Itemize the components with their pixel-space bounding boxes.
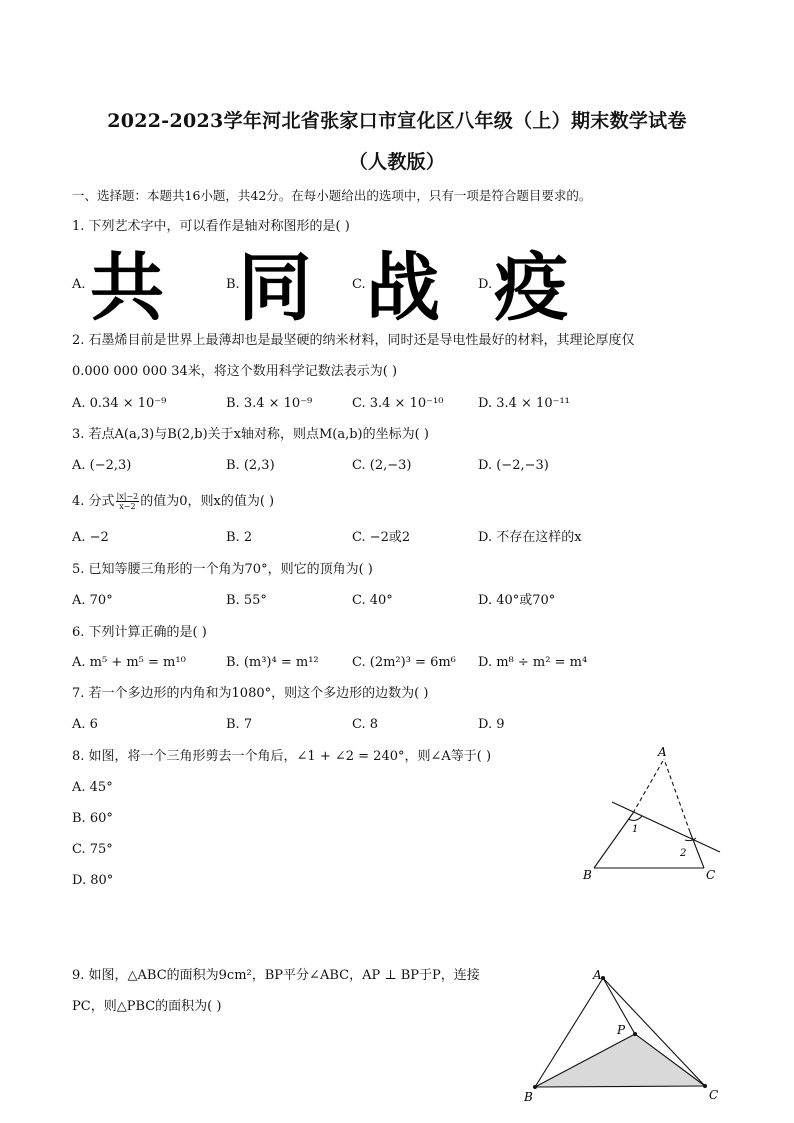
q8-label-c: C bbox=[706, 868, 716, 882]
q7-option-a: A. 6 bbox=[72, 717, 98, 732]
q7-option-b: B. 7 bbox=[226, 717, 253, 732]
q8-option-b: B. 60° bbox=[72, 811, 113, 826]
q4-option-a: A. −2 bbox=[72, 530, 109, 545]
question-1-stem: 1. 下列艺术字中，可以看作是轴对称图形的是( ) bbox=[72, 219, 350, 234]
page-title-line2: （人教版） bbox=[348, 151, 446, 173]
q8-dashed-ac bbox=[664, 759, 690, 832]
q8-option-d: D. 80° bbox=[72, 873, 114, 888]
q9-triangle-figure bbox=[515, 962, 755, 1112]
q6-option-a: A. m⁵ + m⁵ = m¹⁰ bbox=[72, 655, 186, 670]
q9-point-c bbox=[703, 1084, 707, 1088]
question-9-stem-line1: 9. 如图，△ABC的面积为9cm²，BP平分∠ABC，AP ⊥ BP于P，连接 bbox=[72, 968, 480, 983]
q9-label-a: A bbox=[593, 968, 602, 982]
q8-label-b: B bbox=[583, 868, 592, 882]
q8-label-a: A bbox=[658, 745, 667, 759]
q4-fraction-numerator: |x|−2 bbox=[116, 492, 139, 501]
q4-option-b: B. 2 bbox=[226, 530, 253, 545]
q4-stem-suffix: 的值为0，则x的值为( ) bbox=[140, 494, 275, 509]
question-4-stem bbox=[72, 492, 274, 511]
q8-triangle-figure bbox=[570, 745, 730, 885]
q8-option-a: A. 45° bbox=[72, 780, 113, 795]
q1-label-b: B. bbox=[226, 277, 240, 292]
q9-label-p: P bbox=[617, 1023, 626, 1037]
q9-point-b bbox=[533, 1085, 537, 1089]
q6-option-c: C. (2m²)³ = 6m⁶ bbox=[352, 655, 456, 670]
q2-option-c: C. 3.4 × 10⁻¹⁰ bbox=[352, 396, 444, 411]
q4-fraction bbox=[116, 492, 140, 511]
q8-side-c-cut bbox=[690, 832, 704, 868]
question-3-stem: 3. 若点A(a,3)与B(2,b)关于x轴对称，则点M(a,b)的坐标为( ) bbox=[72, 427, 429, 442]
q5-option-b: B. 55° bbox=[226, 593, 267, 608]
q7-option-d: D. 9 bbox=[478, 717, 505, 732]
q1-label-d: D. bbox=[478, 277, 493, 292]
q8-side-b-cut bbox=[594, 813, 633, 868]
q2-option-b: B. 3.4 × 10⁻⁹ bbox=[226, 396, 313, 411]
q2-option-a: A. 0.34 × 10⁻⁹ bbox=[72, 396, 167, 411]
q5-option-d: D. 40°或70° bbox=[478, 593, 556, 608]
q1-art-char-a: 共 bbox=[90, 245, 164, 331]
q1-label-c: C. bbox=[352, 277, 366, 292]
q2-option-d: D. 3.4 × 10⁻¹¹ bbox=[478, 396, 570, 411]
q3-option-c: C. (2,−3) bbox=[352, 458, 412, 473]
section-heading: 一、选择题：本题共16小题，共42分。在每小题给出的选项中，只有一项是符合题目要求的。 bbox=[72, 188, 592, 203]
q8-cut-line bbox=[612, 802, 720, 852]
q9-label-c: C bbox=[709, 1088, 719, 1102]
question-6-stem: 6. 下列计算正确的是( ) bbox=[72, 625, 207, 640]
q4-stem-prefix: 4. 分式 bbox=[72, 494, 115, 509]
q4-fraction-denominator: x−2 bbox=[119, 502, 136, 511]
q8-label-1: 1 bbox=[632, 824, 639, 835]
question-8-stem: 8. 如图，将一个三角形剪去一个角后，∠1 + ∠2 = 240°，则∠A等于( ) bbox=[72, 749, 492, 764]
page-title-line1: 2022-2023学年河北省张家口市宣化区八年级（上）期末数学试卷 bbox=[107, 110, 687, 132]
q1-art-char-d: 疫 bbox=[494, 245, 568, 331]
q1-art-char-b: 同 bbox=[238, 245, 312, 331]
q8-dashed-ab bbox=[633, 759, 664, 813]
q6-option-d: D. m⁸ ÷ m² = m⁴ bbox=[478, 655, 588, 670]
q9-label-b: B bbox=[524, 1090, 533, 1104]
q1-art-char-c: 战 bbox=[366, 245, 440, 331]
q1-label-a: A. bbox=[72, 277, 86, 292]
q9-point-p bbox=[633, 1032, 637, 1036]
q3-option-a: A. (−2,3) bbox=[72, 458, 132, 473]
question-2-stem-line2: 0.000 000 000 34米，将这个数用科学记数法表示为( ) bbox=[72, 364, 398, 379]
q8-option-c: C. 75° bbox=[72, 842, 113, 857]
question-2-stem-line1: 2. 石墨烯目前是世界上最薄却也是最坚硬的纳米材料，同时还是导电性最好的材料，其理论厚度仅 bbox=[72, 333, 635, 348]
q8-label-2: 2 bbox=[680, 848, 687, 859]
q4-option-c: C. −2或2 bbox=[352, 530, 411, 545]
q5-option-c: C. 40° bbox=[352, 593, 393, 608]
question-5-stem: 5. 已知等腰三角形的一个角为70°，则它的顶角为( ) bbox=[72, 562, 373, 577]
q7-option-c: C. 8 bbox=[352, 717, 379, 732]
q3-option-b: B. (2,3) bbox=[226, 458, 275, 473]
question-9-stem-line2: PC，则△PBC的面积为( ) bbox=[72, 999, 222, 1014]
q6-option-b: B. (m³)⁴ = m¹² bbox=[226, 655, 319, 670]
q3-option-d: D. (−2,−3) bbox=[478, 458, 549, 473]
q4-option-d: D. 不存在这样的x bbox=[478, 530, 582, 545]
question-7-stem: 7. 若一个多边形的内角和为1080°，则这个多边形的边数为( ) bbox=[72, 686, 429, 701]
q5-option-a: A. 70° bbox=[72, 593, 113, 608]
